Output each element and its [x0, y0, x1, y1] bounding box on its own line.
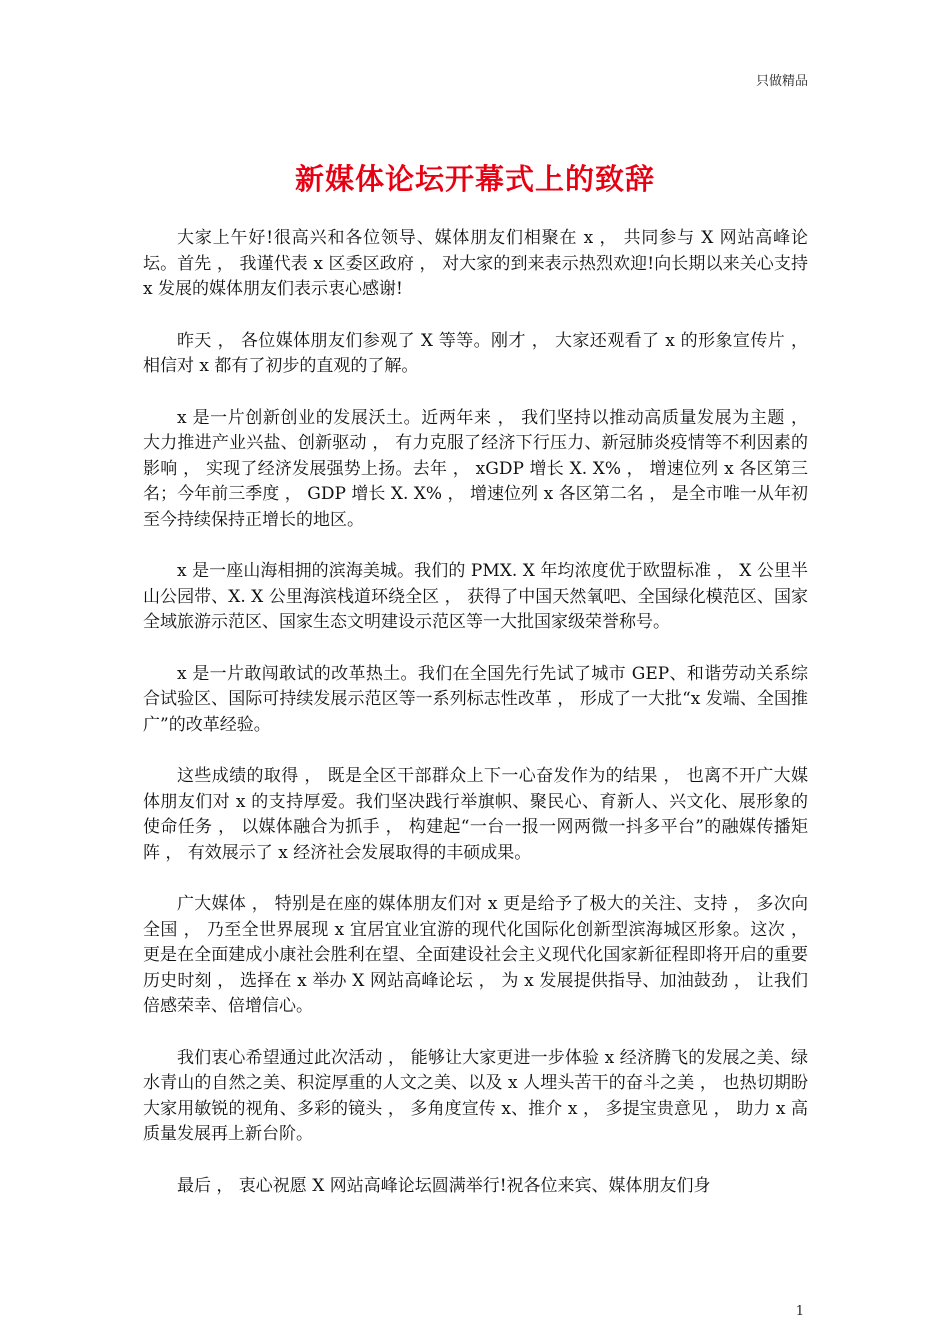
paragraph-innovation: x 是一片创新创业的发展沃土。近两年来 ， 我们坚持以推动高质量发展为主题 ， 大力推进产业兴盐、创新驱动 ， 有力克服了经济下行压力、新冠肺炎疫情等不利因素的影响 ， 实现了经济发展强势上扬。去年 ， xGDP 增长 X. X% ， 增速位列 x 各区第三名；今年前三季度 ， GDP 增长 X. X% ， 增速位列 x 各区第二名 ， 是全市唯一从年初至今持续保持正增长的地区。	[143, 407, 808, 530]
paragraph-yesterday: 昨天 ， 各位媒体朋友们参观了 X 等等。刚才 ， 大家还观看了 x 的形象宣传片 ， 相信对 x 都有了初步的直观的了解。	[143, 330, 808, 376]
paragraph-coastal-city: x 是一座山海相拥的滨海美城。我们的 PMX. X 年均浓度优于欧盟标准 ， X 公里半山公园带、X. X 公里海滨栈道环绕全区 ， 获得了中国天然氧吧、全国绿化模范区、国家全域旅游示范区、国家生态文明建设示范区等一大批国家级荣誉称号。	[143, 561, 808, 632]
header-note: 只做精品	[755, 74, 808, 89]
paragraph-closing: 最后 ， 衷心祝愿 X 网站高峰论坛圆满举行!祝各位来宾、媒体朋友们身	[177, 1175, 711, 1196]
paragraph-greeting: 大家上午好!很高兴和各位领导、媒体朋友们相聚在 x ， 共同参与 X 网站高峰论坛。首先 ， 我谨代表 x 区委区政府 ， 对大家的到来表示热烈欢迎!向长期以来关心支持 x 发展的媒体朋友们表示衷心感谢!	[143, 228, 808, 299]
paragraph-reform: x 是一片敢闯敢试的改革热土。我们在全国先行先试了城市 GEP、和谐劳动关系综合试验区、国际可持续发展示范区等一系列标志性改革 ， 形成了一大批“x 发端、全国推广”的改革经验。	[143, 663, 808, 735]
document-title: 新媒体论坛开幕式上的致辞	[294, 162, 655, 196]
page-number: 1	[795, 1304, 804, 1319]
paragraph-achievements: 这些成绩的取得 ， 既是全区干部群众上下一心奋发作为的结果 ， 也离不开广大媒体朋友们对 x 的支持厚爱。我们坚决践行举旗帜、聚民心、育新人、兴文化、展形象的使命任务 ， 以媒体融合为抓手 ， 构建起“一台一报一网两微一抖多平台”的融媒传播矩阵 ， 有效展示了 x 经济社会发展取得的丰硕成果。	[143, 766, 808, 863]
document-body	[143, 226, 808, 1225]
paragraph-media: 广大媒体 ， 特别是在座的媒体朋友们对 x 更是给予了极大的关注、支持 ， 多次向全国 ， 乃至全世界展现 x 宜居宜业宜游的现代化国际化创新型滨海城区形象。这次 ， 更是在全面建成小康社会胜利在望、全面建设社会主义现代化国家新征程即将开启的重要历史时刻 ， 选择在 x 举办 X 网站高峰论坛 ， 为 x 发展提供指导、加油鼓劲 ， 让我们倍感荣幸、倍增信心。	[143, 894, 808, 1016]
paragraph-hopes: 我们衷心希望通过此次活动 ， 能够让大家更进一步体验 x 经济腾飞的发展之美、绿水青山的自然之美、积淀厚重的人文之美、以及 x 人埋头苦干的奋斗之美 ， 也热切期盼大家用敏锐的视角、多彩的镜头 ， 多角度宣传 x、推介 x ， 多提宝贵意见 ， 助力 x 高质量发展再上新台阶。	[143, 1047, 808, 1144]
